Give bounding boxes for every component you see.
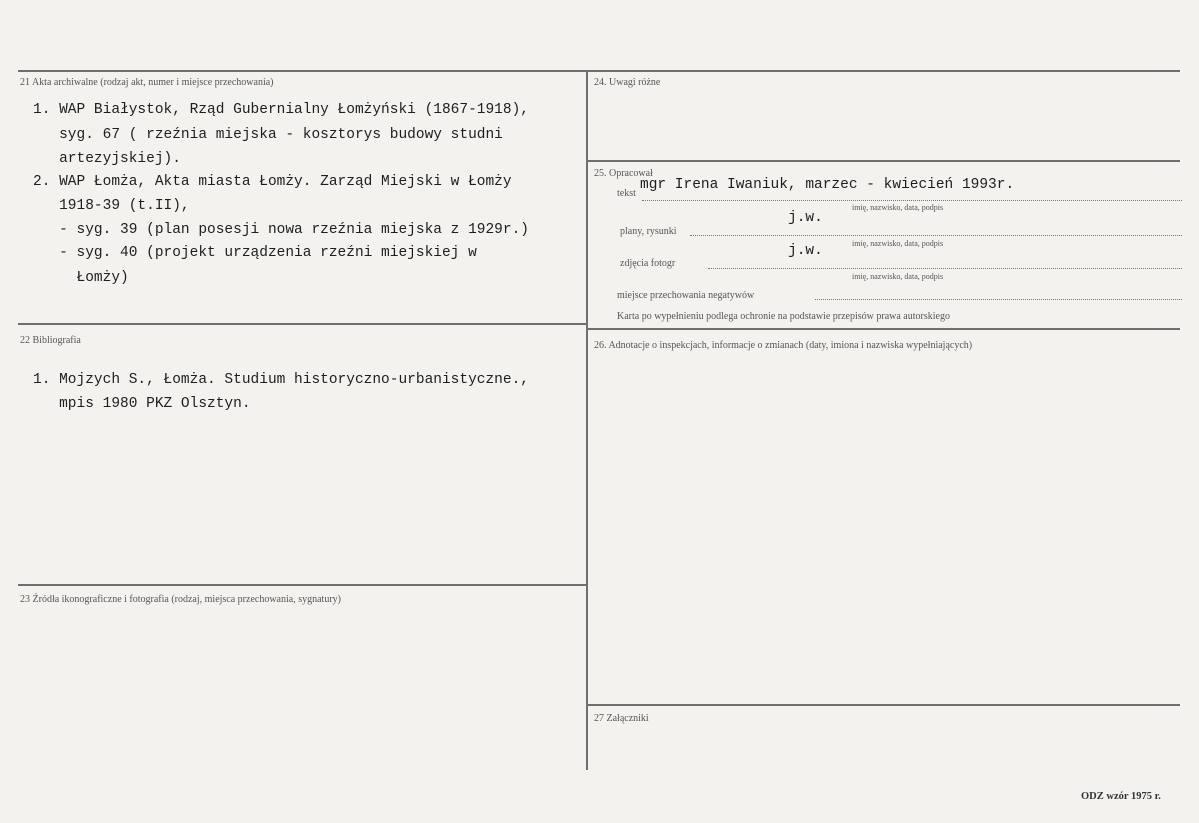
s21-line-3: artezyjskiej). [33,151,181,167]
s21-line-5: 1918-39 (t.II), [33,198,190,214]
rule-25-26 [588,328,1180,330]
plany-sublabel: imię, nazwisko, data, podpis [852,239,944,248]
zdjecia-dotted-line [708,268,1182,269]
negatywy-label: miejsce przechowania negatywów [617,290,755,301]
top-rule [18,70,1180,72]
plany-label: plany, rysunki [620,226,677,237]
s21-line-4: 2. WAP Łomża, Akta miasta Łomży. Zarząd Miejski w Łomży [33,174,512,190]
section-25-label: 25. Opracował [594,168,653,179]
zdjecia-value: j.w. [788,243,823,259]
s21-line-2: syg. 67 ( rzeźnia miejska - kosztorys budowy studni [33,127,503,143]
copyright-note: Karta po wypełnieniu podlega ochronie na podstawie przepisów prawa autorskiego [617,311,950,322]
plany-value: j.w. [788,210,823,226]
s22-line-1: 1. Mojzych S., Łomża. Studium historyczno-urbanistyczne., [33,372,529,388]
tekst-dotted-line [642,200,1182,201]
s21-line-6: - syg. 39 (plan posesji nowa rzeźnia miejska z 1929r.) [33,222,529,238]
zdjecia-label: zdjęcia fotogr [620,258,676,269]
rule-21-22 [18,323,586,325]
negatywy-dotted-line [815,299,1182,300]
tekst-label: tekst [617,188,636,199]
center-divider [586,70,588,770]
tekst-value: mgr Irena Iwaniuk, marzec - kwiecień 1993r. [640,177,1015,193]
form-number: ODZ wzór 1975 r. [1081,791,1161,802]
tekst-sublabel: imię, nazwisko, data, podpis [852,203,944,212]
s22-line-2: mpis 1980 PKZ Olsztyn. [33,396,251,412]
rule-26-27 [588,704,1180,706]
plany-dotted-line [690,235,1182,236]
section-26-label: 26. Adnotacje o inspekcjach, informacje o zmianach (daty, imiona i nazwiska wypełniających) [594,340,973,351]
s21-line-7: - syg. 40 (projekt urządzenia rzeźni miejskiej w [33,245,477,261]
section-22-label: 22 Bibliografia [20,335,81,346]
s21-line-8: Łomży) [33,270,129,286]
section-23-label: 23 Źródła ikonograficzne i fotografia (rodzaj, miejsca przechowania, sygnatury) [20,594,341,605]
s21-line-1: 1. WAP Białystok, Rząd Gubernialny Łomżyński (1867-1918), [33,102,529,118]
section-24-label: 24. Uwagi różne [594,77,661,88]
section-21-label: 21 Akta archiwalne (rodzaj akt, numer i miejsce przechowania) [20,77,274,88]
section-27-label: 27 Załączniki [594,713,649,724]
zdjecia-sublabel: imię, nazwisko, data, podpis [852,272,944,281]
rule-22-23 [18,584,586,586]
rule-24-25 [588,160,1180,162]
